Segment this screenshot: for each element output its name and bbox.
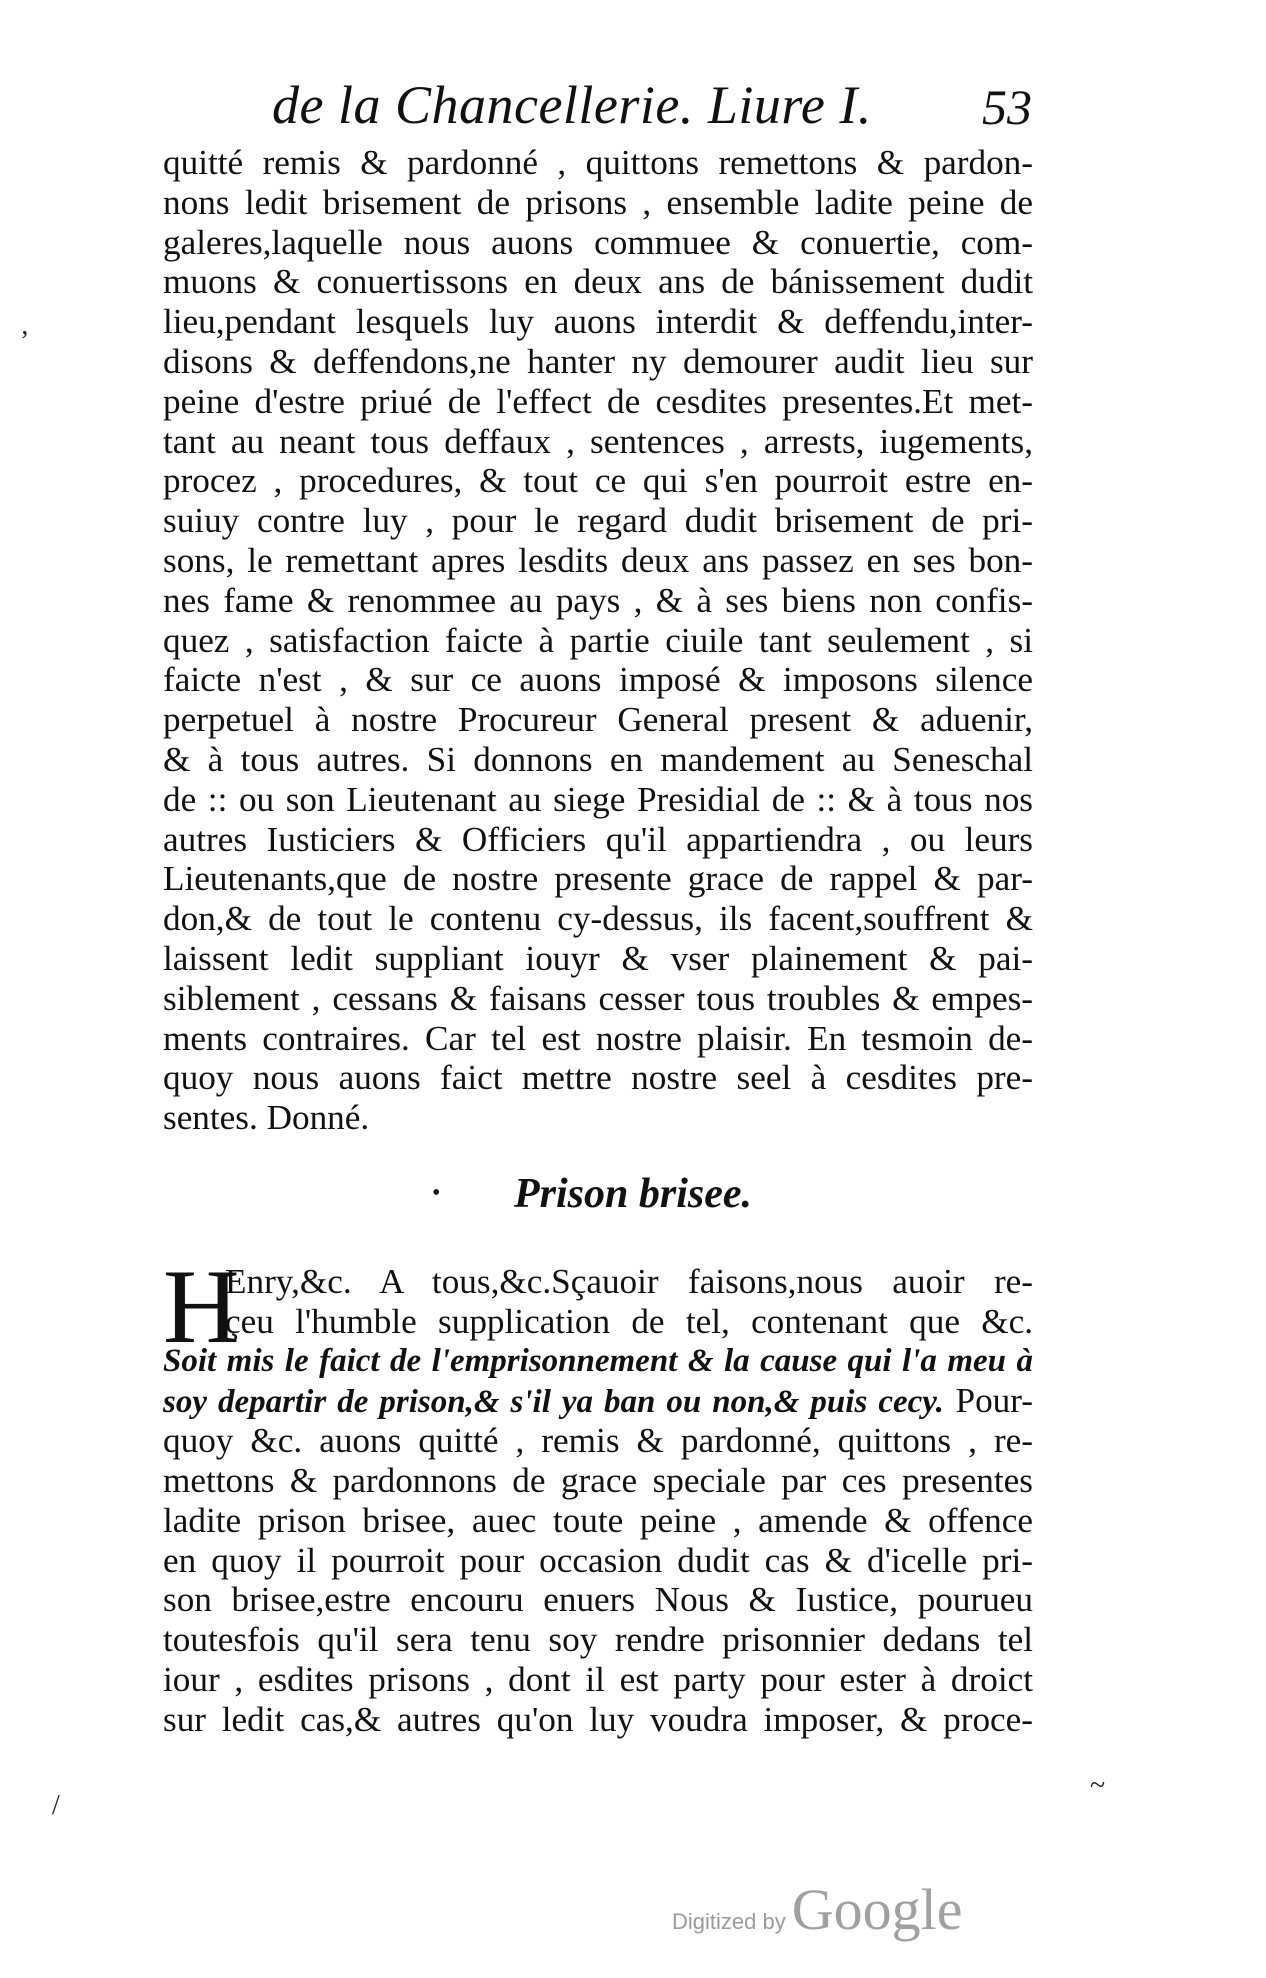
italic-rubric-line: Soit mis le faict de l'emprisonnement & la cause qui l'a meu à <box>163 1342 1033 1379</box>
text-line: nes fame & renommee au pays , & à ses biens non confis- <box>163 580 1033 620</box>
text-line: sons, le remettant apres lesdits deux ans passez en ses bon- <box>163 540 1033 580</box>
text-line: procez , procedures, & tout ce qui s'en pourroit estre en- <box>163 461 1033 501</box>
margin-mark: ~ <box>1090 1770 1106 1801</box>
mixed-line <box>163 1381 1033 1421</box>
text-line: faicte n'est , & sur ce auons imposé & imposons silence <box>163 660 1033 700</box>
italic-rubric: soy departir de prison,& s'il ya ban ou non,& puis cecy. <box>163 1384 944 1421</box>
text-line: sur ledit cas,& autres qu'on luy voudra imposer, & proce- <box>163 1699 1033 1739</box>
text-line: en quoy il pourroit pour occasion dudit cas & d'icelle pri- <box>163 1540 1033 1580</box>
text-line: peine d'estre priué de l'effect de cesdites presentes.Et met- <box>163 381 1033 421</box>
text-line: nons ledit brisement de prisons , ensemble ladite peine de <box>163 182 1033 222</box>
text-line: iour , esdites prisons , dont il est party pour ester à droict <box>163 1659 1033 1699</box>
text-line: perpetuel à nostre Procureur General present & aduenir, <box>163 700 1033 740</box>
watermark-small-text: Digitized by <box>672 1909 786 1934</box>
text-line: quez , satisfaction faicte à partie ciuile tant seulement , si <box>163 620 1033 660</box>
text-line: Enry,&c. A tous,&c.Sçauoir faisons,nous auoir re- <box>225 1262 1033 1301</box>
text-line: & à tous autres. Si donnons en mandement au Seneschal <box>163 739 1033 779</box>
text-line: son brisee,estre encouru enuers Nous & Iustice, pourueu <box>163 1580 1033 1620</box>
text-line: lieu,pendant lesquels luy auons interdit & deffendu,inter- <box>163 302 1033 342</box>
margin-mark: / <box>52 1790 60 1821</box>
text-line: quitté remis & pardonné , quittons remettons & pardon- <box>163 143 1033 182</box>
watermark-logo-text: Google <box>791 1877 963 1942</box>
drop-cap: H <box>163 1248 240 1365</box>
ornament-dot-icon: • <box>432 1180 441 1206</box>
text-line: autres Iusticiers & Officiers qu'il appartiendra , ou leurs <box>163 819 1033 859</box>
section-title: Prison brisee. <box>513 1171 752 1217</box>
text-line: çeu l'humble supplication de tel, contenant que &c. <box>225 1301 1033 1341</box>
text-line: siblement , cessans & faisans cesser tous troubles & empes- <box>163 978 1033 1018</box>
text-line: quoy &c. auons quitté , remis & pardonné, quittons , re- <box>163 1421 1033 1461</box>
text-line: ladite prison brisee, auec toute peine , amende & offence <box>163 1500 1033 1540</box>
text-line: mettons & pardonnons de grace speciale par ces presentes <box>163 1460 1033 1500</box>
text-line: Lieutenants,que de nostre presente grace de rappel & par- <box>163 859 1033 899</box>
text-line: disons & deffendons,ne hanter ny demourer audit lieu sur <box>163 341 1033 381</box>
text-line: quoy nous auons faict mettre nostre seel à cesdites pre- <box>163 1058 1033 1098</box>
text-line: toutesfois qu'il sera tenu soy rendre prisonnier dedans tel <box>163 1620 1033 1660</box>
body-text <box>163 143 1033 1138</box>
text-line: de :: ou son Lieutenant au siege Presidial de :: & à tous nos <box>163 779 1033 819</box>
page-header <box>272 74 1032 144</box>
text-line: tant au neant tous deffaux , sentences , arrests, iugements, <box>163 421 1033 461</box>
text-line: laissent ledit suppliant iouyr & vser plainement & pai- <box>163 938 1033 978</box>
text-line: muons & conuertissons en deux ans de bánissement dudit <box>163 262 1033 302</box>
section-text <box>163 1248 1033 1740</box>
text-fragment: Pour- <box>943 1381 1033 1421</box>
text-line: sentes. Donné. <box>163 1098 370 1138</box>
page-number: 53 <box>982 79 1032 135</box>
text-line: don,& de tout le contenu cy-dessus, ils facent,souffrent & <box>163 899 1033 939</box>
digitized-watermark <box>672 1876 962 1943</box>
text-line: galeres,laquelle nous auons commuee & conuertie, com- <box>163 222 1033 262</box>
text-line: ments contraires. Car tel est nostre plaisir. En tesmoin de- <box>163 1018 1033 1058</box>
running-head: de la Chancellerie. Liure I. <box>272 75 872 135</box>
margin-mark: ‚ <box>20 310 30 341</box>
text-line: suiuy contre luy , pour le regard dudit brisement de pri- <box>163 501 1033 541</box>
